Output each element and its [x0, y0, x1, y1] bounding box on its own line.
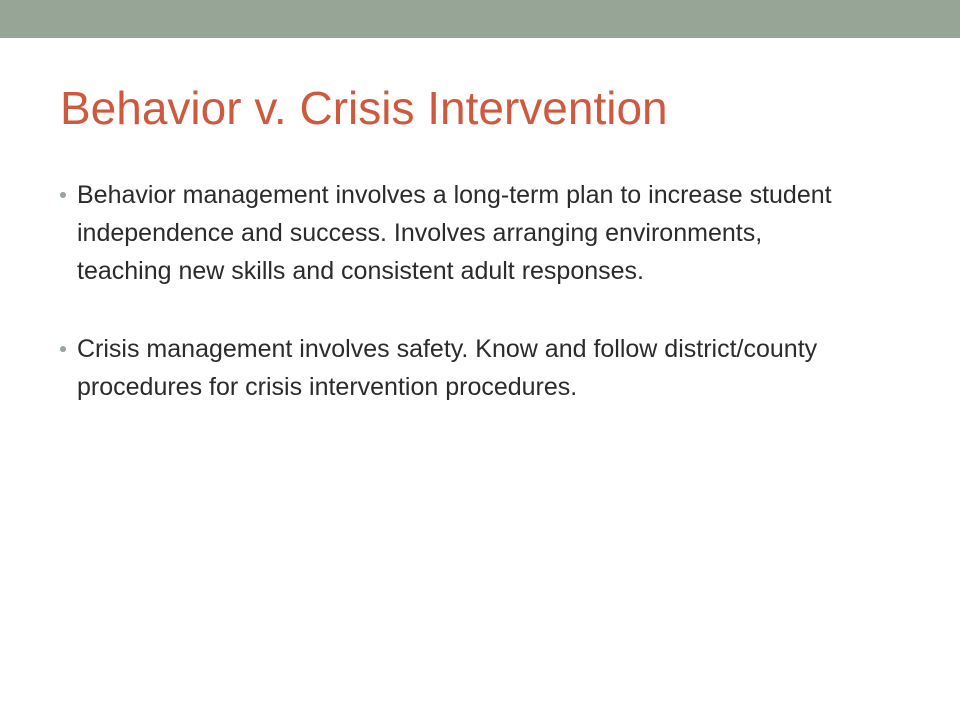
bullet-list: [60, 176, 860, 406]
bullet-text: Behavior management involves a long-term plan to increase student independence and success. Involves arranging environments, teaching new skills and consistent adult responses.: [77, 181, 832, 285]
top-accent-band: [0, 0, 960, 38]
slide-title: Behavior v. Crisis Intervention: [60, 82, 668, 134]
bullet-text: Crisis management involves safety. Know and follow district/county procedures for crisis intervention procedures.: [77, 335, 818, 401]
bullet-dot-icon: [60, 346, 66, 352]
bullet-item-behavior-management: [60, 176, 860, 290]
bullet-item-crisis-management: [60, 330, 860, 406]
bullet-dot-icon: [60, 192, 66, 198]
